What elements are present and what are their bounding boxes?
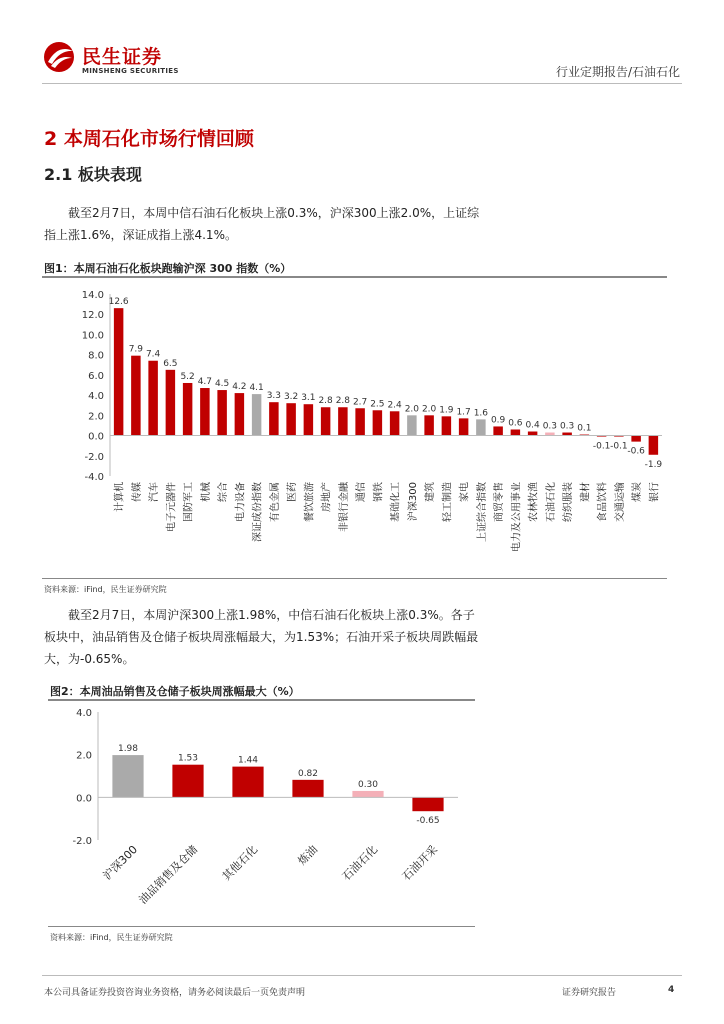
data-label: 2.5	[370, 399, 385, 410]
bar	[304, 404, 313, 435]
data-label: 1.6	[473, 408, 489, 419]
bar	[269, 402, 278, 435]
data-label: 3.1	[301, 393, 316, 404]
data-label: 2.0	[404, 404, 420, 415]
data-label: 1.98	[117, 744, 139, 755]
category-label: 上证综合指数	[476, 482, 488, 542]
y-tick-label: 4.0	[76, 708, 92, 719]
category-label: 非银行金融	[338, 482, 350, 532]
bar	[390, 411, 399, 435]
data-label: 0.4	[525, 420, 540, 431]
figure2-top-rule	[48, 699, 475, 701]
data-label: 6.5	[163, 358, 178, 369]
category-label: 有色金属	[269, 482, 281, 522]
figure1-bar-chart	[42, 282, 667, 578]
y-tick-label: 0.0	[76, 793, 92, 805]
bar	[442, 416, 451, 435]
bar	[183, 383, 192, 436]
bar	[649, 436, 658, 455]
data-label: 0.9	[490, 415, 506, 426]
category-label: 轻工制造	[442, 482, 454, 522]
data-label: -0.65	[416, 816, 440, 827]
bar	[424, 415, 433, 435]
y-tick-label: 12.0	[81, 310, 104, 322]
data-label: 1.7	[456, 407, 471, 418]
data-label: 4.7	[197, 377, 213, 388]
y-tick-label: 10.0	[81, 330, 104, 342]
category-label: 建材	[580, 482, 592, 502]
category-label: 传媒	[131, 482, 143, 502]
page-header	[0, 0, 724, 86]
bar	[321, 407, 330, 435]
data-label: 7.4	[145, 349, 161, 360]
bar	[166, 370, 175, 436]
figure1-title: 图1：本周石油石化板块跑输沪深 300 指数（%）	[44, 262, 292, 275]
category-label: 沪深300	[407, 482, 419, 522]
y-tick-label: 2.0	[88, 411, 104, 423]
bar	[528, 432, 537, 436]
category-label: 石油石化	[545, 482, 557, 522]
paragraph-1: 截至2月7日，本周中信石油石化板块上涨0.3%，沪深300上涨2.0%，上证综指上涨1.6%，深证成指上涨4.1%。	[44, 206, 480, 242]
bar	[232, 767, 263, 798]
category-label: 电子元器件	[166, 482, 178, 532]
category-label: 纺织服装	[563, 482, 575, 522]
bar	[252, 394, 261, 435]
data-label: 2.7	[352, 397, 368, 408]
bar	[112, 755, 143, 797]
data-label: 1.53	[177, 753, 199, 764]
category-label: 建筑	[425, 482, 437, 502]
category-label: 炼油	[295, 842, 321, 868]
bar	[373, 410, 382, 435]
bar	[148, 361, 157, 436]
paragraph-2: 截至2月7日，本周沪深300上涨1.98%，中信石油石化板块上涨0.3%。各子板块中，油品销售及仓储子板块周涨幅最大，为1.53%；石油开采子板块周跌幅最大，为-0.65%。	[44, 608, 479, 666]
data-label: -0.1	[592, 441, 611, 452]
category-label: 电力设备	[235, 482, 247, 522]
data-label: 1.9	[439, 405, 454, 416]
company-logo	[42, 40, 182, 80]
footer-divider	[42, 975, 682, 976]
category-label: 石油石化	[339, 842, 381, 884]
data-label: 0.3	[559, 421, 575, 432]
category-label: 农林牧渔	[528, 482, 540, 522]
category-label: 通信	[356, 482, 368, 502]
figure2-source: 资料来源：iFind，民生证券研究院	[50, 933, 173, 942]
category-label: 计算机	[114, 482, 126, 512]
data-label: 0.82	[297, 768, 319, 779]
bar	[493, 426, 502, 435]
bar	[412, 797, 443, 811]
y-tick-label: 4.0	[88, 391, 104, 403]
data-label: 2.8	[318, 396, 333, 407]
header-divider	[42, 83, 682, 84]
category-label: 医药	[287, 482, 299, 502]
data-label: 4.1	[249, 383, 264, 394]
data-label: 2.4	[387, 400, 402, 411]
data-label: 12.6	[108, 297, 129, 308]
y-tick-label: 14.0	[81, 290, 104, 301]
figure2-bar-chart	[48, 702, 475, 924]
bar	[286, 403, 295, 435]
y-tick-label: 8.0	[88, 350, 104, 362]
category-label: 深证成份指数	[252, 482, 264, 542]
data-label: 7.9	[128, 344, 144, 355]
data-label: 0.30	[357, 779, 379, 790]
bar	[355, 408, 364, 435]
y-tick-label: 2.0	[76, 750, 92, 762]
data-label: 4.2	[232, 382, 247, 393]
y-tick-label: -2.0	[72, 836, 92, 847]
category-label: 家电	[459, 482, 471, 502]
data-label: -0.1	[610, 441, 628, 452]
figure1-source: 资料来源：iFind，民生证券研究院	[44, 585, 167, 594]
bar	[172, 765, 203, 798]
bar	[200, 388, 209, 436]
bar	[338, 407, 347, 435]
data-label: 4.5	[214, 379, 230, 390]
category-label: 沪深300	[100, 842, 141, 883]
bar	[476, 419, 485, 435]
footer-label: 证券研究报告	[562, 988, 617, 998]
data-label: 0.3	[542, 421, 558, 432]
bar	[459, 418, 468, 435]
data-label: 2.0	[421, 404, 437, 415]
category-label: 银行	[649, 482, 661, 502]
category-label: 其他石化	[219, 842, 261, 884]
y-tick-label: 0.0	[88, 431, 104, 443]
bar	[631, 436, 640, 442]
logo-english-name: MINSHENG SECURITIES	[82, 67, 179, 75]
category-label: 汽车	[149, 482, 161, 502]
category-label: 基础化工	[390, 482, 402, 522]
category-label: 石油开采	[399, 842, 441, 884]
category-label: 煤炭	[632, 482, 644, 502]
bar	[511, 429, 520, 435]
category-label: 综合	[218, 482, 230, 502]
category-label: 国防军工	[183, 482, 195, 522]
data-label: 3.2	[283, 392, 299, 403]
data-label: 3.3	[266, 391, 282, 402]
category-label: 油品销售及仓储	[136, 842, 201, 907]
y-tick-label: 6.0	[88, 370, 104, 382]
data-label: 0.6	[508, 418, 523, 429]
data-label: 0.1	[577, 423, 592, 434]
figure1-bottom-rule	[42, 578, 667, 579]
figure1-top-rule	[42, 276, 667, 278]
bar	[235, 393, 244, 435]
report-type: 行业定期报告/石油石化	[555, 65, 680, 79]
section-title: 2 本周石化市场行情回顾	[44, 128, 254, 150]
bar	[407, 415, 416, 435]
data-label: 5.2	[180, 371, 195, 382]
category-label: 机械	[200, 482, 212, 502]
category-label: 交通运输	[614, 482, 626, 522]
category-label: 钢铁	[373, 482, 385, 502]
y-tick-label: -2.0	[84, 451, 104, 463]
bar	[352, 791, 383, 797]
data-label: 1.44	[237, 755, 259, 766]
category-label: 餐饮旅游	[304, 482, 316, 522]
logo-chinese-name: 民生证券	[82, 46, 163, 68]
data-label: -0.6	[627, 446, 645, 457]
category-label: 食品饮料	[597, 482, 609, 522]
bar	[131, 356, 140, 436]
y-tick-label: -4.0	[84, 472, 104, 483]
figure2-bottom-rule	[48, 926, 475, 927]
figure2-title: 图2：本周油品销售及仓储子板块周涨幅最大（%）	[50, 685, 300, 698]
category-label: 电力及公用事业	[511, 482, 523, 552]
data-label: 2.8	[335, 396, 351, 407]
page-number: 4	[668, 985, 675, 995]
bar	[292, 780, 323, 797]
category-label: 商贸零售	[494, 482, 506, 522]
bar	[114, 308, 123, 435]
logo-icon	[42, 40, 78, 74]
data-label: -1.9	[644, 459, 663, 470]
bar	[217, 390, 226, 436]
footer-disclaimer: 本公司具备证券投资咨询业务资格，请务必阅读最后一页免责声明	[44, 988, 306, 998]
section-subtitle: 2.1 板块表现	[44, 165, 142, 184]
category-label: 房地产	[321, 482, 333, 512]
